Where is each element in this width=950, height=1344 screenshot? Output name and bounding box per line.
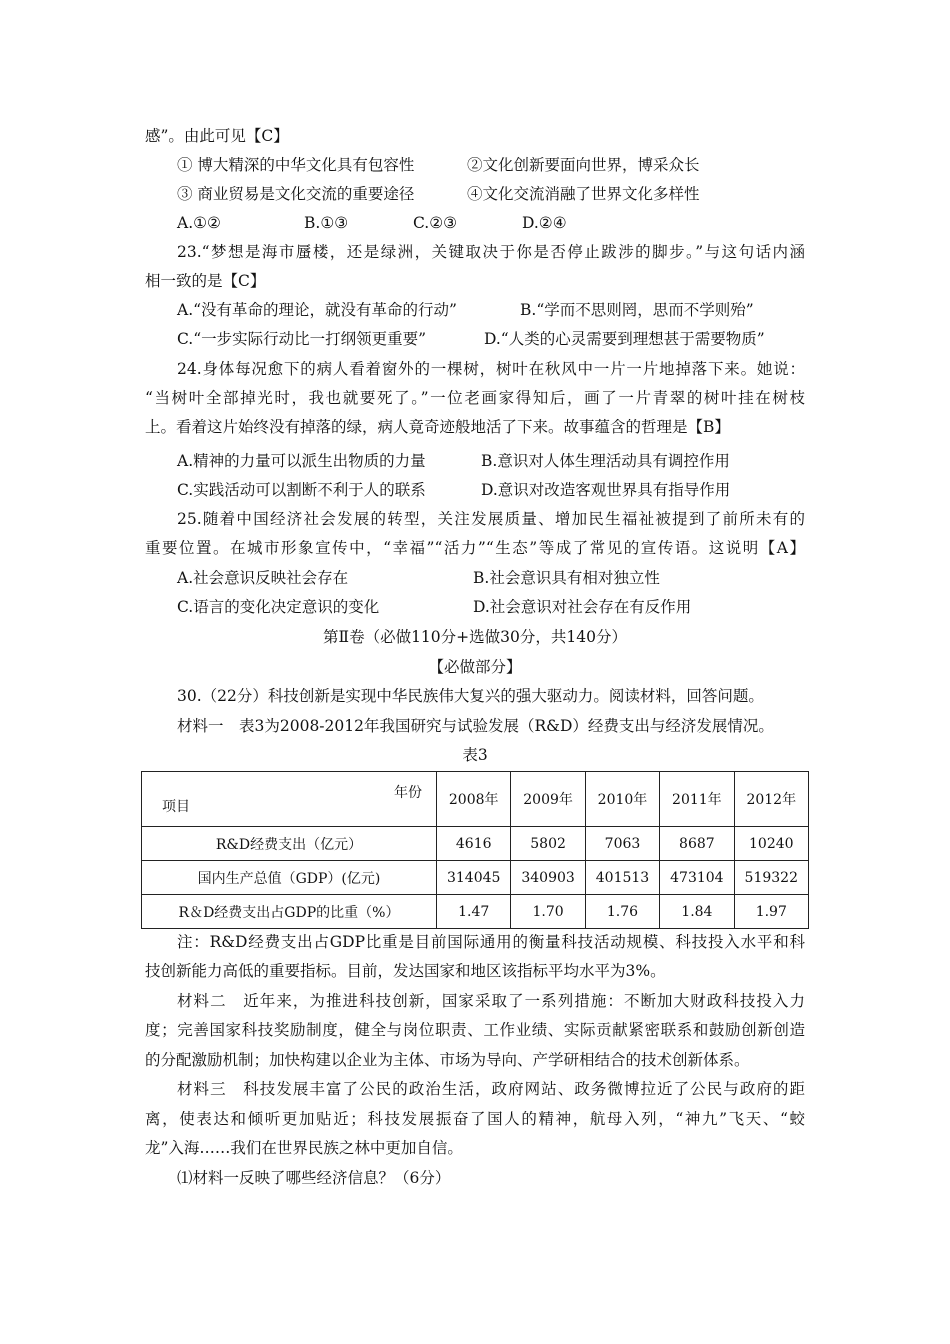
table-cell: 7063 bbox=[585, 827, 659, 861]
q23-stem-line-2: 相一致的是【C】 bbox=[145, 272, 266, 290]
table-cell: 4616 bbox=[437, 827, 511, 861]
q25-option-a: A.社会意识反映社会存在 bbox=[177, 569, 349, 587]
table-cell: 1.70 bbox=[511, 895, 585, 929]
material-3-line-3: 龙”入海……我们在世界民族之林中更加自信。 bbox=[145, 1139, 463, 1157]
table-row bbox=[142, 895, 809, 929]
table-cell: 8687 bbox=[660, 827, 734, 861]
q22-statement-2: ②文化创新要面向世界，博采众长 bbox=[467, 156, 700, 174]
table-cell: 340903 bbox=[511, 861, 585, 895]
material-3-line-1: 材料三 科技发展丰富了公民的政治生活，政府网站、政务微博拉近了公民与政府的距 bbox=[177, 1080, 805, 1098]
table-cell: 473104 bbox=[660, 861, 734, 895]
q22-option-c: C.②③ bbox=[413, 214, 458, 232]
q25-option-c: C.语言的变化决定意识的变化 bbox=[177, 598, 380, 616]
table-note-line-1: 注：R&D经费支出占GDP比重是目前国际通用的衡量科技活动规模、科技投入水平和科 bbox=[177, 933, 805, 951]
q24-stem-line-3: 上。看着这片始终没有掉落的绿，病人竟奇迹般地活了下来。故事蕴含的哲理是【B】 bbox=[145, 418, 730, 436]
section-subtitle: 【必做部分】 bbox=[428, 658, 522, 676]
q23-option-a: A.“没有革命的理论，就没有革命的行动” bbox=[177, 301, 457, 319]
q23-option-c: C.“一步实际行动比一打纲领更重要” bbox=[177, 330, 427, 348]
q24-option-b: B.意识对人体生理活动具有调控作用 bbox=[481, 452, 730, 470]
material-2-line-1: 材料二 近年来，为推进科技创新，国家采取了一系列措施：不断加大财政科技投入力 bbox=[177, 992, 805, 1010]
table-cell: 519322 bbox=[734, 861, 808, 895]
table-note-line-2: 技创新能力高低的重要指标。目前，发达国家和地区该指标平均水平为3%。 bbox=[145, 962, 666, 980]
q30-material-1: 材料一 表3为2008-2012年我国研究与试验发展（R&D）经费支出与经济发展情况。 bbox=[177, 717, 774, 735]
table-cell: 1.97 bbox=[734, 895, 808, 929]
q24-option-d: D.意识对改造客观世界具有指导作用 bbox=[481, 481, 731, 499]
material-3-line-2: 离，使表达和倾听更加贴近；科技发展振奋了国人的精神，航母入列，“神九”飞天、“蛟 bbox=[145, 1110, 805, 1128]
table-cell: 314045 bbox=[437, 861, 511, 895]
q22-statement-4: ④文化交流消融了世界文化多样性 bbox=[467, 185, 700, 203]
table-cell: 1.76 bbox=[585, 895, 659, 929]
q23-option-b: B.“学而不思则罔，思而不学则殆” bbox=[520, 301, 754, 319]
year-header: 2011年 bbox=[660, 772, 734, 827]
q25-option-b: B.社会意识具有相对独立性 bbox=[473, 569, 660, 587]
q24-option-c: C.实践活动可以割断不利于人的联系 bbox=[177, 481, 426, 499]
q24-stem-line-2: “当树叶全部掉光时，我也就要死了。”一位老画家得知后，画了一片青翠的树叶挂在树枝 bbox=[145, 389, 805, 407]
q22-option-b: B.①③ bbox=[304, 214, 349, 232]
table-cell: 5802 bbox=[511, 827, 585, 861]
q23-stem-line-1: 23.“梦想是海市蜃楼，还是绿洲，关键取决于你是否停止跋涉的脚步。”与这句话内涵 bbox=[177, 243, 805, 261]
q24-option-a: A.精神的力量可以派生出物质的力量 bbox=[177, 452, 426, 470]
table-cell: 10240 bbox=[734, 827, 808, 861]
table-caption: 表3 bbox=[462, 746, 488, 764]
row-label: R＆D经费支出占GDP的比重（%） bbox=[142, 895, 437, 929]
table-cell: 1.47 bbox=[437, 895, 511, 929]
corner-year-label: 年份 bbox=[394, 785, 422, 801]
q22-tail: 感”。由此可见【C】 bbox=[145, 127, 289, 145]
material-2-line-2: 度；完善国家科技奖励制度，健全与岗位职责、工作业绩、实际贡献紧密联系和鼓励创新创造 bbox=[145, 1021, 805, 1039]
q22-statement-3: ③ 商业贸易是文化交流的重要途径 bbox=[177, 185, 415, 203]
year-header: 2010年 bbox=[585, 772, 659, 827]
row-label: 国内生产总值（GDP）(亿元) bbox=[142, 861, 437, 895]
year-header: 2009年 bbox=[511, 772, 585, 827]
q22-option-a: A.①② bbox=[177, 214, 221, 232]
table-cell: 401513 bbox=[585, 861, 659, 895]
q25-option-d: D.社会意识对社会存在有反作用 bbox=[473, 598, 692, 616]
q23-option-d: D.“人类的心灵需要到理想甚于需要物质” bbox=[484, 330, 765, 348]
table-corner-cell bbox=[142, 772, 437, 827]
year-header: 2012年 bbox=[734, 772, 808, 827]
rd-expenditure-table bbox=[141, 771, 809, 929]
table-row bbox=[142, 861, 809, 895]
table-cell: 1.84 bbox=[660, 895, 734, 929]
section-title: 第Ⅱ卷（必做110分+选做30分，共140分） bbox=[323, 628, 627, 646]
q30-sub-question-1: ⑴材料一反映了哪些经济信息？（6分） bbox=[177, 1169, 451, 1187]
q25-stem-line-2: 重要位置。在城市形象宣传中，“幸福”“活力”“生态”等成了常见的宣传语。这说明【A】 bbox=[145, 539, 805, 557]
q22-option-d: D.②④ bbox=[522, 214, 567, 232]
q24-stem-line-1: 24.身体每况愈下的病人看着窗外的一棵树，树叶在秋风中一片一片地掉落下来。她说： bbox=[177, 360, 805, 378]
row-label: R&D经费支出（亿元） bbox=[142, 827, 437, 861]
corner-item-label: 项目 bbox=[162, 799, 190, 815]
year-header: 2008年 bbox=[437, 772, 511, 827]
table-header-row bbox=[142, 772, 809, 827]
table-row bbox=[142, 827, 809, 861]
q30-intro: 30.（22分）科技创新是实现中华民族伟大复兴的强大驱动力。阅读材料，回答问题。 bbox=[177, 687, 764, 705]
material-2-line-3: 的分配激励机制；加快构建以企业为主体、市场为导向、产学研相结合的技术创新体系。 bbox=[145, 1051, 750, 1069]
q25-stem-line-1: 25.随着中国经济社会发展的转型，关注发展质量、增加民生福祉被提到了前所未有的 bbox=[177, 510, 805, 528]
q22-statement-1: ① 博大精深的中华文化具有包容性 bbox=[177, 156, 415, 174]
